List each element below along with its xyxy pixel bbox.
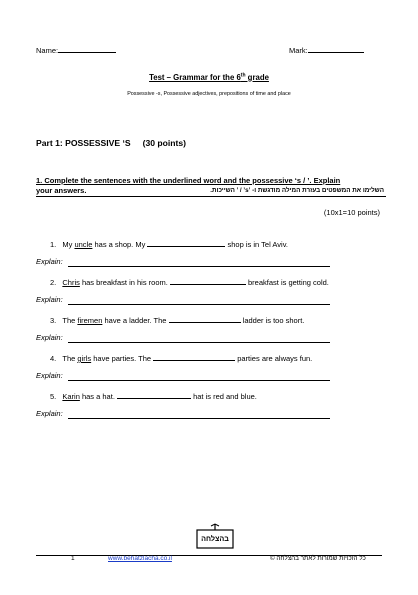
exercise-post: shop is in Tel Aviv. bbox=[227, 240, 288, 249]
exercise-mid: has a hat. bbox=[79, 392, 117, 401]
exercise-post: ladder is too short. bbox=[242, 316, 305, 325]
exercise-underlined-word: firemen bbox=[77, 316, 103, 325]
explain-answer-line[interactable] bbox=[68, 418, 330, 419]
exercise-post: parties are always fun. bbox=[237, 354, 313, 363]
answer-blank[interactable] bbox=[117, 390, 191, 399]
mark-field[interactable] bbox=[289, 44, 364, 55]
answer-blank[interactable] bbox=[169, 314, 241, 323]
page-title bbox=[0, 72, 418, 82]
name-field[interactable] bbox=[36, 44, 116, 55]
explain-label: Explain: bbox=[36, 333, 63, 342]
explain-row bbox=[36, 333, 63, 342]
exercise-item bbox=[50, 314, 304, 325]
explain-answer-line[interactable] bbox=[68, 266, 330, 267]
answer-blank[interactable] bbox=[147, 238, 225, 247]
answer-blank[interactable] bbox=[170, 276, 246, 285]
points-note: (10x1=10 points) bbox=[323, 208, 380, 217]
part-label: Part 1: POSSESSIVE ‘S bbox=[36, 138, 131, 148]
explain-label: Explain: bbox=[36, 371, 63, 380]
exercise-pre: The bbox=[62, 316, 78, 325]
page-number: 1 bbox=[71, 555, 75, 562]
explain-label: Explain: bbox=[36, 257, 63, 266]
logo-text: בהצלחה bbox=[201, 534, 229, 543]
exercise-post: hat is red and blue. bbox=[193, 392, 257, 401]
exercise-number: 3. bbox=[50, 316, 57, 325]
exercise-item bbox=[50, 390, 257, 401]
exercise-underlined-word: Karin bbox=[62, 392, 80, 401]
question-line-1 bbox=[36, 176, 386, 185]
site-logo bbox=[195, 522, 235, 552]
exercise-underlined-word: uncle bbox=[74, 240, 93, 249]
exercise-pre: My bbox=[62, 240, 75, 249]
exercise-mid: has a shop. My bbox=[92, 240, 148, 249]
name-blank[interactable] bbox=[58, 44, 116, 53]
explain-label: Explain: bbox=[36, 295, 63, 304]
exercise-underlined-word: girls bbox=[77, 354, 92, 363]
exercise-mid: have parties. The bbox=[91, 354, 154, 363]
exercise-number: 1. bbox=[50, 240, 57, 249]
title-prefix: Test – Grammar for the 6 bbox=[149, 72, 241, 82]
exercise-underlined-word: Chris bbox=[62, 278, 80, 287]
explain-answer-line[interactable] bbox=[68, 304, 330, 305]
exercise-item bbox=[50, 276, 329, 287]
exercise-mid: has breakfast in his room. bbox=[79, 278, 170, 287]
title-sup: th bbox=[240, 72, 246, 78]
exercise-mid: have a ladder. The bbox=[102, 316, 169, 325]
question-text-2: your answers. bbox=[36, 186, 87, 195]
exercise-post: breakfast is getting cold. bbox=[248, 278, 329, 287]
explain-label: Explain: bbox=[36, 409, 63, 418]
exercise-number: 5. bbox=[50, 392, 57, 401]
mark-label: Mark: bbox=[289, 46, 308, 55]
page-subtitle: Possessive -s, Possessive adjectives, prepositions of time and place bbox=[127, 91, 291, 97]
exercise-pre: The bbox=[62, 354, 78, 363]
explain-row bbox=[36, 257, 63, 266]
site-link[interactable]: www.behatzlacha.co.il bbox=[108, 555, 172, 562]
part-heading bbox=[36, 138, 186, 148]
explain-row bbox=[36, 295, 63, 304]
name-label: Name: bbox=[36, 46, 59, 55]
title-suffix: grade bbox=[245, 72, 269, 82]
answer-blank[interactable] bbox=[153, 352, 235, 361]
question-hebrew: השלימו את המשפטים בעזרת המילה מודגשת ו- ’s’ / ’ השייכות. bbox=[210, 187, 384, 194]
explain-answer-line[interactable] bbox=[68, 342, 330, 343]
exercise-item bbox=[50, 352, 312, 363]
mark-blank[interactable] bbox=[308, 44, 364, 53]
question-text-1: 1. Complete the sentences with the underlined word and the possessive ‘s / ’. Explain bbox=[36, 176, 341, 185]
explain-row bbox=[36, 409, 63, 418]
explain-row bbox=[36, 371, 63, 380]
explain-answer-line[interactable] bbox=[68, 380, 330, 381]
part-points: (30 points) bbox=[142, 138, 187, 148]
copyright-text: כל הזכויות שמורות לאתר בהצלחה © bbox=[270, 555, 366, 562]
exercise-item bbox=[50, 238, 288, 249]
question-line-2 bbox=[36, 186, 386, 197]
exercise-number: 2. bbox=[50, 278, 57, 287]
exercise-number: 4. bbox=[50, 354, 57, 363]
